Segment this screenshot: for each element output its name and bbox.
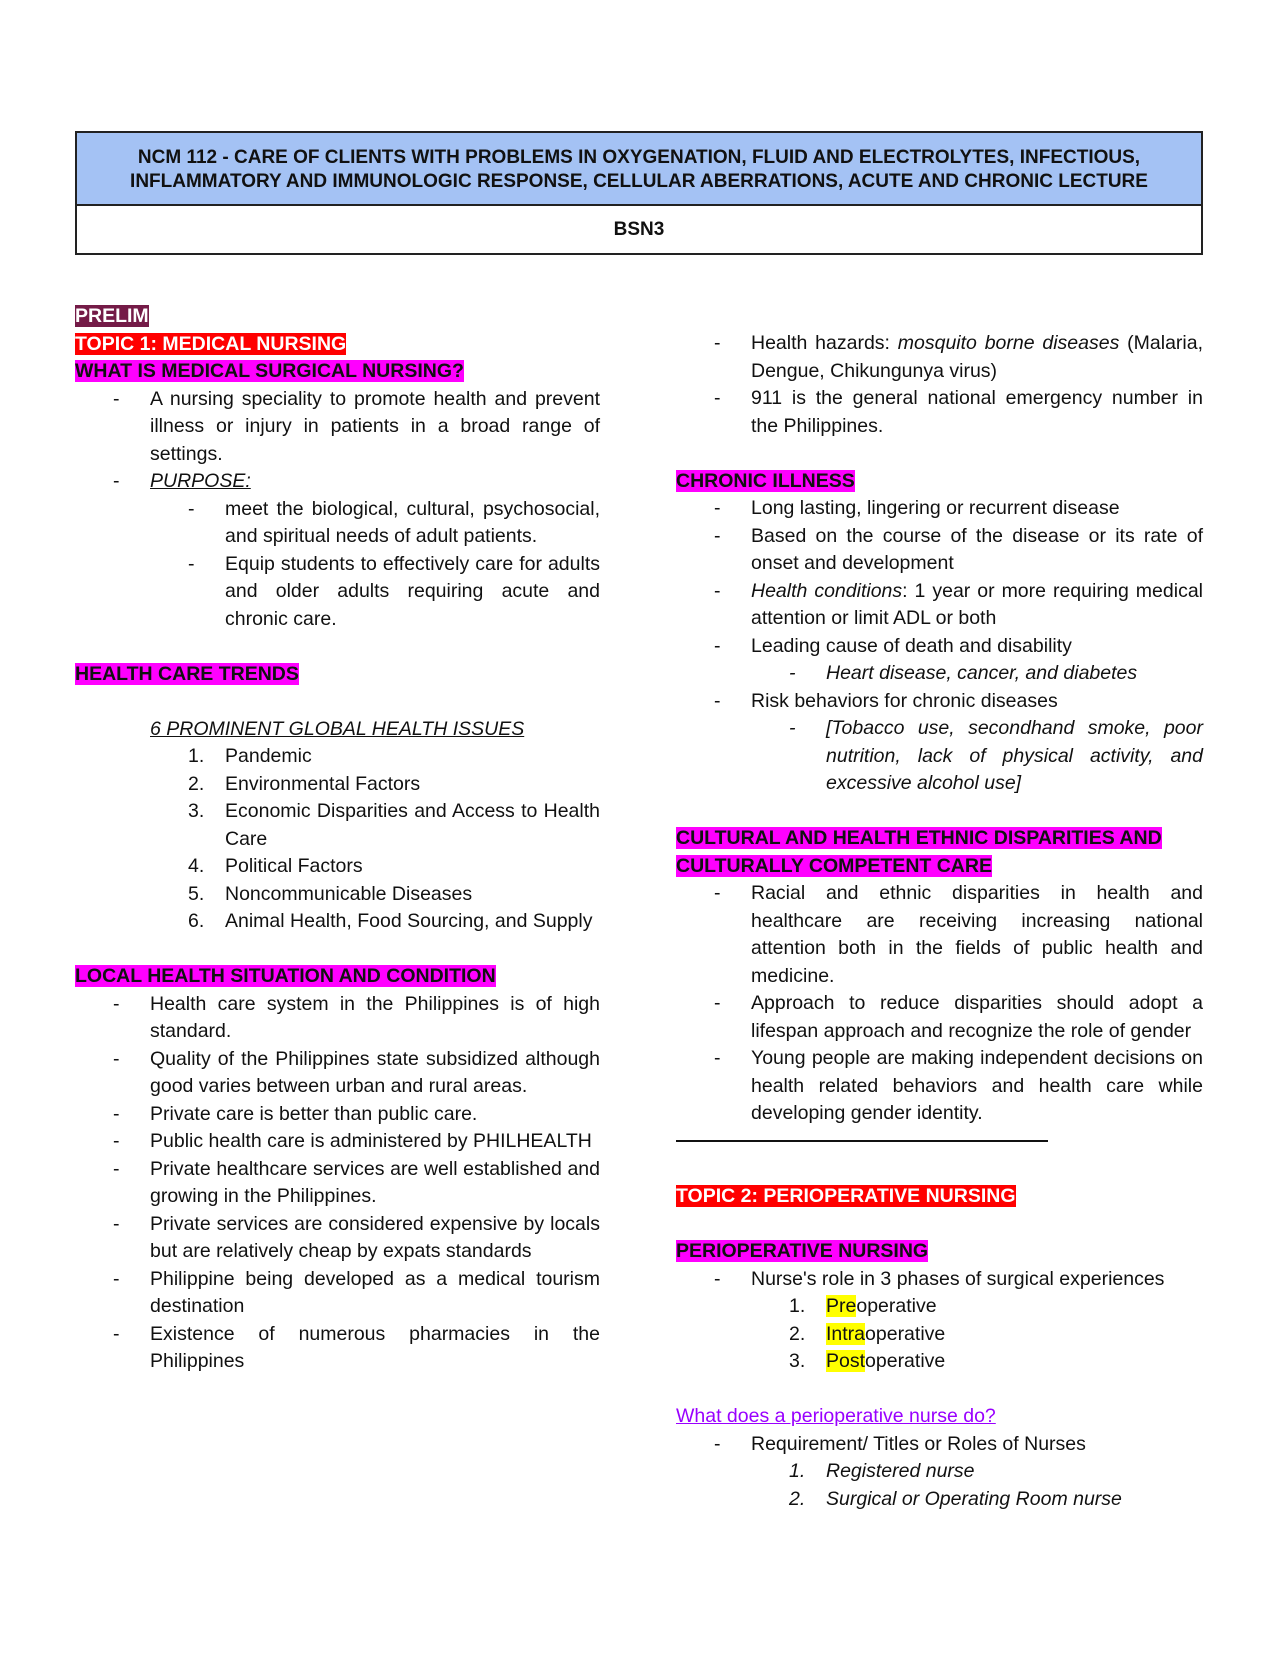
periop-heading: PERIOPERATIVE NURSING bbox=[676, 1240, 929, 1262]
list-item: - Long lasting, lingering or recurrent disease bbox=[676, 495, 1203, 523]
list-item: 2. Surgical or Operating Room nurse bbox=[789, 1487, 1122, 1510]
list-item: - Private healthcare services are well established and growing in the Philippines. bbox=[113, 1157, 600, 1207]
list-item: - Health conditions: 1 year or more requiring medical attention or limit ADL or both bbox=[714, 579, 1204, 629]
local-heading: LOCAL HEALTH SITUATION AND CONDITION bbox=[75, 965, 496, 987]
dash-bullet: - bbox=[113, 1047, 120, 1070]
list-item: 1. Preoperative bbox=[789, 1295, 937, 1317]
dash-bullet: - bbox=[714, 497, 721, 519]
dash-bullet: - bbox=[714, 634, 721, 657]
dash-bullet: - bbox=[714, 1267, 721, 1290]
dash-bullet: - bbox=[113, 1102, 120, 1125]
dash-bullet: - bbox=[113, 470, 120, 492]
list-item bbox=[75, 468, 600, 496]
list-item: 1. Registered nurse bbox=[789, 1460, 975, 1482]
trends-heading: HEALTH CARE TRENDS bbox=[75, 662, 299, 685]
cultural-heading-line1: CULTURAL AND HEALTH ETHNIC DISPARITIES AND bbox=[676, 827, 1162, 849]
prelim-heading: PRELIM bbox=[75, 305, 149, 327]
topic1-heading: TOPIC 1: MEDICAL NURSING bbox=[75, 332, 347, 355]
list-item: 5. Noncommunicable Diseases bbox=[188, 882, 473, 905]
list-item: - Health care system in the Philippines is of high standard. bbox=[113, 992, 600, 1042]
chronic-heading: CHRONIC ILLNESS bbox=[676, 469, 855, 492]
global-issues-title: 6 PROMINENT GLOBAL HEALTH ISSUES bbox=[150, 717, 525, 740]
list-item: - Health hazards: mosquito borne diseases (Malaria, Dengue, Chikungunya virus) bbox=[714, 332, 1204, 382]
list-item: - Equip students to effectively care for adults and older adults requiring acute and chronic care. bbox=[188, 552, 600, 630]
dash-bullet: - bbox=[714, 689, 721, 712]
dash-bullet: - bbox=[714, 1047, 721, 1069]
cultural-heading-line2: CULTURALLY COMPETENT CARE bbox=[676, 854, 992, 877]
list-item: - Young people are making independent decisions on health related behaviors and health care while developing gender identity. bbox=[714, 1047, 1203, 1124]
list-item: - Quality of the Philippines state subsidized although good varies between urban and rural areas. bbox=[113, 1047, 600, 1097]
dash-bullet: - bbox=[714, 992, 721, 1014]
list-item: - Approach to reduce disparities should adopt a lifespan approach and recognize the role of gender bbox=[714, 992, 1203, 1042]
list-item: - Public health care is administered by PHILHEALTH bbox=[75, 1128, 600, 1156]
left-column bbox=[75, 303, 600, 1376]
list-item: 6. Animal Health, Food Sourcing, and Supply bbox=[188, 910, 593, 932]
topic2-heading: TOPIC 2: PERIOPERATIVE NURSING bbox=[676, 1185, 1016, 1207]
list-item: 3. Postoperative bbox=[789, 1350, 946, 1372]
list-item: 4. Political Factors bbox=[188, 855, 363, 877]
what-is-heading: WHAT IS MEDICAL SURGICAL NURSING? bbox=[75, 360, 464, 382]
list-item: - 911 is the general national emergency number in the Philippines. bbox=[714, 387, 1203, 437]
list-item: - [Tobacco use, secondhand smoke, poor nutrition, lack of physical activity, and excessive alcohol use] bbox=[789, 717, 1203, 794]
list-item: - Nurse's role in 3 phases of surgical experiences bbox=[676, 1266, 1203, 1294]
dash-bullet: - bbox=[113, 1267, 120, 1290]
section-divider bbox=[676, 1140, 1048, 1142]
dash-bullet: - bbox=[113, 387, 120, 410]
dash-bullet: - bbox=[113, 1157, 120, 1180]
list-item: 1. Pandemic bbox=[188, 745, 312, 767]
list-item: - Based on the course of the disease or its rate of onset and development bbox=[714, 524, 1203, 574]
dash-bullet: - bbox=[188, 552, 195, 575]
dash-bullet: - bbox=[113, 992, 120, 1015]
dash-bullet: - bbox=[188, 497, 195, 520]
list-item: - A nursing speciality to promote health and prevent illness or injury in patients in a broad range of settings. bbox=[113, 387, 600, 465]
what-does-link[interactable]: What does a perioperative nurse do? bbox=[676, 1405, 996, 1427]
list-item: - Heart disease, cancer, and diabetes bbox=[676, 660, 1203, 688]
list-item: - Risk behaviors for chronic diseases bbox=[676, 688, 1203, 716]
dash-bullet: - bbox=[113, 1212, 120, 1235]
dash-bullet: - bbox=[714, 332, 721, 354]
purpose-label: PURPOSE: bbox=[150, 470, 251, 492]
dash-bullet: - bbox=[714, 579, 721, 602]
dash-bullet: - bbox=[789, 662, 796, 684]
dash-bullet: - bbox=[714, 882, 721, 904]
dash-bullet: - bbox=[714, 524, 721, 547]
list-item: - Private care is better than public care. bbox=[75, 1101, 600, 1129]
list-item: 2. Intraoperative bbox=[789, 1322, 946, 1345]
list-item: 3. Economic Disparities and Access to Health Care bbox=[188, 800, 600, 850]
right-column bbox=[676, 330, 1203, 1513]
dash-bullet: - bbox=[789, 717, 796, 739]
list-item: - Requirement/ Titles or Roles of Nurses bbox=[676, 1431, 1203, 1459]
course-section: BSN3 bbox=[77, 206, 1201, 253]
list-item: - meet the biological, cultural, psychosocial, and spiritual needs of adult patients. bbox=[188, 497, 600, 547]
list-item: - Existence of numerous pharmacies in the Philippines bbox=[113, 1322, 600, 1372]
course-title: NCM 112 - CARE OF CLIENTS WITH PROBLEMS IN OXYGENATION, FLUID AND ELECTROLYTES, INFECTIOUS, INFLAMMATORY AND IMMUNOLOGIC RESPONSE, CELLULAR ABERRATIONS, ACUTE AND CHRONIC LECTURE bbox=[77, 133, 1201, 206]
list-item: 2. Environmental Factors bbox=[188, 772, 421, 795]
dash-bullet: - bbox=[714, 387, 721, 409]
dash-bullet: - bbox=[714, 1432, 721, 1455]
dash-bullet: - bbox=[113, 1322, 120, 1345]
list-item: - Leading cause of death and disability bbox=[676, 633, 1203, 661]
list-item: - Racial and ethnic disparities in health and healthcare are receiving increasing national attention both in the fields of public health and medicine. bbox=[714, 882, 1203, 987]
list-item: - Philippine being developed as a medical tourism destination bbox=[113, 1267, 600, 1317]
document-header bbox=[75, 131, 1203, 255]
list-item: - Private services are considered expensive by locals but are relatively cheap by expats standards bbox=[113, 1212, 600, 1262]
dash-bullet: - bbox=[113, 1130, 120, 1152]
